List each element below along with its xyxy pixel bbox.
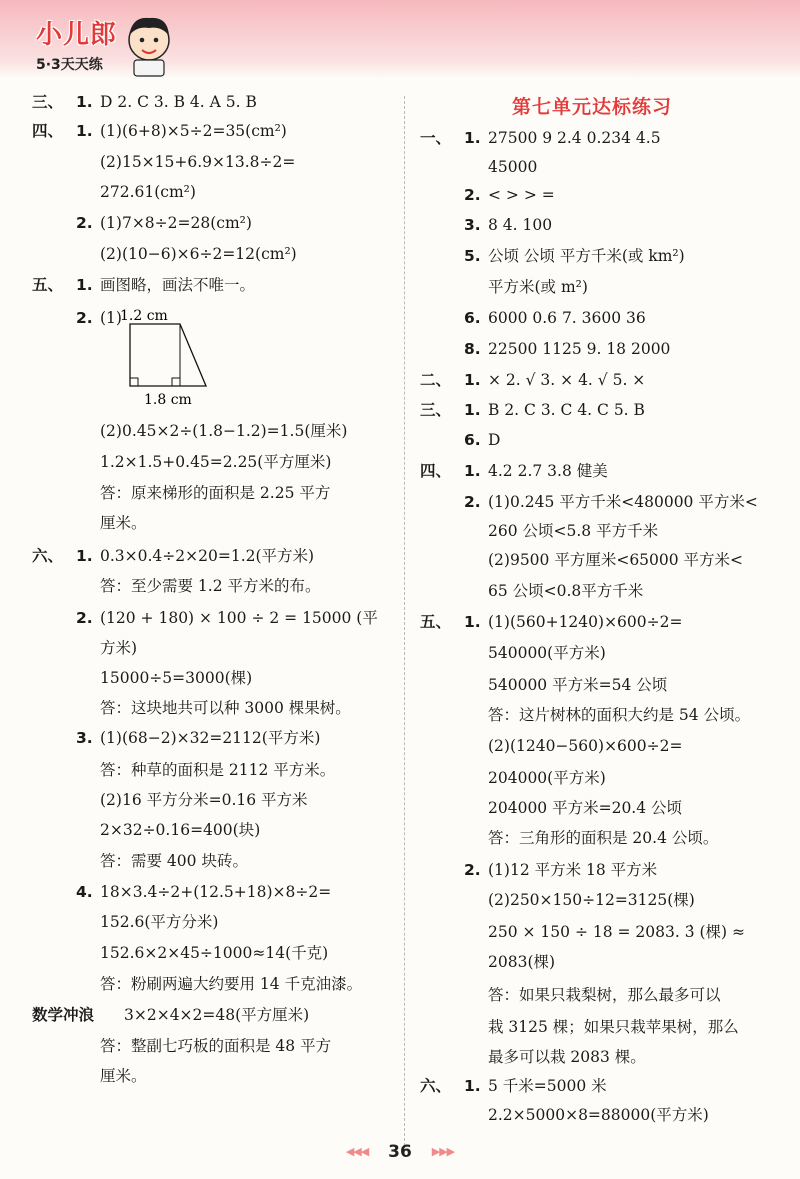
brand-title: 小儿郎 — [36, 20, 118, 50]
answer-text: 45000 — [488, 158, 538, 176]
answer-text: (2)(1240−560)×600÷2= — [488, 737, 683, 755]
answer-text: (2)16 平方分米=0.16 平方米 — [100, 791, 308, 809]
answer-text: 15000÷5=3000(棵) — [100, 669, 253, 687]
answer-text: 540000(平方米) — [488, 644, 606, 662]
answer-text: 65 公顷<0.8平方千米 — [488, 582, 644, 600]
answer-text: (1)0.245 平方千米<480000 平方米< — [488, 493, 758, 511]
answer-text: 厘米。 — [100, 1067, 147, 1085]
answer-text: (1)(560+1240)×600÷2= — [488, 613, 683, 631]
answer-text: 152.6×2×45÷1000≈14(千克) — [100, 944, 329, 962]
answer-text: 8 4. 100 — [488, 216, 553, 234]
question-number: 1. — [464, 1077, 481, 1095]
question-number: 1. — [76, 547, 93, 565]
answer-text: 4.2 2.7 3.8 健美 — [488, 462, 608, 480]
answer-text: × 2. √ 3. × 4. √ 5. × — [488, 371, 646, 389]
answer-text: 答：三角形的面积是 20.4 公顷。 — [488, 829, 719, 847]
answer-text: 152.6(平方分米) — [100, 913, 219, 931]
answer-text: 250 × 150 ÷ 18 = 2083. 3̇ (棵) ≈ — [488, 923, 746, 941]
answer-text: D 2. C 3. B 4. A 5. B — [100, 93, 257, 111]
question-number: 2. — [76, 214, 93, 232]
answer-text: 540000 平方米=54 公顷 — [488, 676, 668, 694]
answer-text: < > > = — [488, 186, 555, 204]
section-label: 五、 — [420, 613, 452, 631]
question-number: 1. — [76, 122, 93, 140]
answer-text: D — [488, 431, 501, 449]
answer-text: 3×2×4×2=48(平方厘米) — [124, 1006, 310, 1024]
answer-text: 答：这块地共可以种 3000 棵果树。 — [100, 699, 351, 717]
answer-text: (2)9500 平方厘米<65000 平方米< — [488, 551, 744, 569]
right-arrows-icon: ▶▶▶ — [431, 1145, 455, 1158]
answer-text: 答：需要 400 块砖。 — [100, 852, 248, 870]
answer-text: 画图略，画法不唯一。 — [100, 276, 256, 294]
answer-text: 204000 平方米=20.4 公顷 — [488, 799, 683, 817]
answer-text: B 2. C 3. C 4. C 5. B — [488, 401, 645, 419]
page-number: 36 — [388, 1142, 412, 1162]
answer-text: 204000(平方米) — [488, 769, 606, 787]
question-number: 2. — [464, 493, 481, 511]
question-number: 1. — [464, 371, 481, 389]
page-footer — [0, 1142, 800, 1162]
answer-text: 272.61(cm²) — [100, 183, 196, 201]
answer-text: 方米) — [100, 639, 138, 657]
section-label: 五、 — [32, 276, 64, 294]
answer-text: 最多可以栽 2083 棵。 — [488, 1048, 646, 1066]
answer-text: (120 + 180) × 100 ÷ 2 = 15000 (平 — [100, 609, 378, 627]
answer-text: (1) — [100, 309, 122, 327]
answer-text: 2×32÷0.16=400(块) — [100, 821, 261, 839]
question-number: 1. — [464, 613, 481, 631]
unit-title: 第七单元达标练习 — [512, 96, 673, 118]
answer-text: 公顷 公顷 平方千米(或 km²) — [488, 247, 685, 265]
answer-text: 答：如果只栽梨树，那么最多可以 — [488, 986, 721, 1004]
answer-text: 答：至少需要 1.2 平方米的布。 — [100, 577, 321, 595]
answer-text: 答：这片树林的面积大约是 54 公顷。 — [488, 706, 751, 724]
question-number: 2. — [464, 861, 481, 879]
answer-text: 平方米(或 m²) — [488, 278, 588, 296]
question-number: 4. — [76, 883, 93, 901]
answer-text: 答：种草的面积是 2112 平方米。 — [100, 761, 336, 779]
question-number: 1. — [464, 401, 481, 419]
section-label: 三、 — [420, 401, 452, 419]
question-number: 1. — [76, 93, 93, 111]
answer-text: (2)250×150÷12=3125(棵) — [488, 891, 695, 909]
section-label: 四、 — [32, 122, 64, 140]
section-label: 二、 — [420, 371, 452, 389]
answer-text: 27500 9 2.4 0.234 4.5 — [488, 129, 661, 147]
answer-text: 22500 1125 9. 18 2000 — [488, 340, 671, 358]
answer-text: (2)0.45×2÷(1.8−1.2)=1.5(厘米) — [100, 422, 348, 440]
answer-text: 答：粉刷两遍大约要用 14 千克油漆。 — [100, 975, 363, 993]
brand-series: 5·3天天练 — [36, 57, 103, 73]
answer-text: 18×3.4÷2+(12.5+18)×8÷2= — [100, 883, 332, 901]
question-number: 1. — [464, 462, 481, 480]
question-number: 2. — [76, 609, 93, 627]
trapezoid-figure — [120, 308, 230, 408]
figure-top-label: 1.2 cm — [120, 308, 168, 324]
answer-text: (2)(10−6)×6÷2=12(cm²) — [100, 245, 297, 263]
answer-text: 答：原来梯形的面积是 2.25 平方 — [100, 484, 331, 502]
answer-text: (1)12 平方米 18 平方米 — [488, 861, 658, 879]
question-number: 8. — [464, 340, 481, 358]
section-label: 六、 — [32, 547, 64, 565]
answer-text: 6000 0.6 7. 3600 36 — [488, 309, 646, 327]
answer-text: (1)7×8÷2=28(cm²) — [100, 214, 252, 232]
question-number: 3. — [464, 216, 481, 234]
answer-text: 260 公顷<5.8 平方千米 — [488, 522, 659, 540]
answer-text: 栽 3125 棵；如果只栽苹果树，那么 — [488, 1018, 739, 1036]
section-label: 数学冲浪 — [32, 1006, 95, 1024]
answer-text: 答：整副七巧板的面积是 48 平方 — [100, 1037, 332, 1055]
question-number: 2. — [76, 309, 93, 327]
answer-text: (1)(68−2)×32=2112(平方米) — [100, 729, 321, 747]
section-label: 三、 — [32, 93, 64, 111]
answer-text: (2)15×15+6.9×13.8÷2= — [100, 153, 296, 171]
question-number: 1. — [464, 129, 481, 147]
answer-text: 0.3×0.4÷2×20=1.2(平方米) — [100, 547, 315, 565]
section-label: 六、 — [420, 1077, 452, 1095]
figure-bottom-label: 1.8 cm — [144, 392, 192, 408]
question-number: 6. — [464, 309, 481, 327]
answer-text: 1.2×1.5+0.45=2.25(平方厘米) — [100, 453, 332, 471]
question-number: 3. — [76, 729, 93, 747]
question-number: 1. — [76, 276, 93, 294]
section-label: 四、 — [420, 462, 452, 480]
answer-text: 5 千米=5000 米 — [488, 1077, 607, 1095]
answer-text: (1)(6+8)×5÷2=35(cm²) — [100, 122, 287, 140]
question-number: 2. — [464, 186, 481, 204]
section-label: 一、 — [420, 129, 452, 147]
answer-text: 2.2×5000×8=88000(平方米) — [488, 1106, 709, 1124]
question-number: 5. — [464, 247, 481, 265]
answer-text: 2083(棵) — [488, 953, 556, 971]
question-number: 6. — [464, 431, 481, 449]
left-arrows-icon: ◀◀◀ — [345, 1145, 369, 1158]
answer-text: 厘米。 — [100, 514, 147, 532]
